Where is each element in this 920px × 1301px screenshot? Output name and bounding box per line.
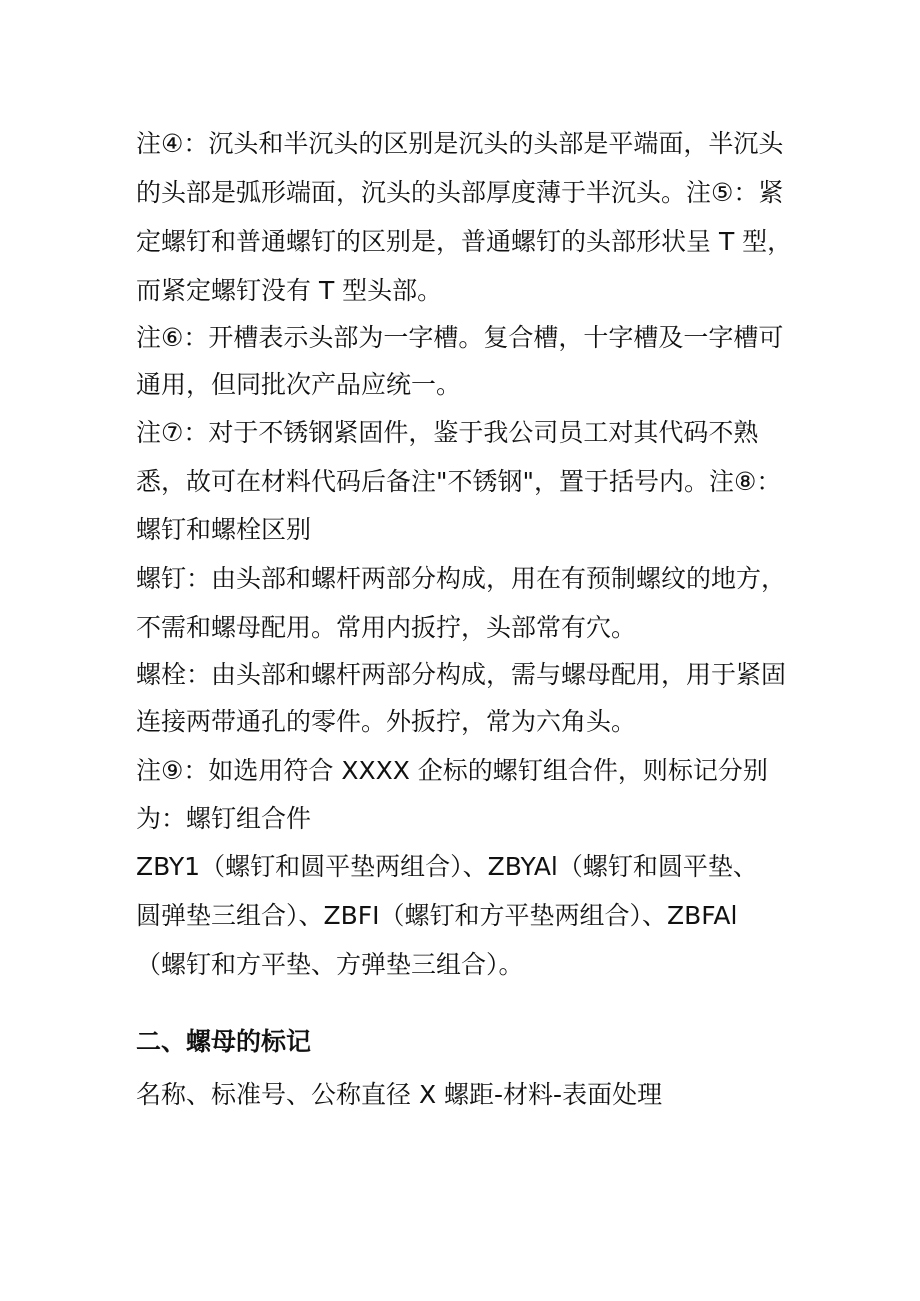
text-line: 不需和螺母配用。常用内扳拧，头部常有穴。	[136, 613, 637, 642]
text-line: 螺钉：由头部和螺杆两部分构成，用在有预制螺纹的地方，	[136, 564, 787, 593]
text-line: ZBY1（螺钉和圆平垫两组合）、ZBYAl（螺钉和圆平垫、	[136, 852, 758, 881]
text-line: 注④：沉头和半沉头的区别是沉头的头部是平端面，半沉头	[136, 129, 784, 158]
text-line: 通用，但同批次产品应统一。	[136, 370, 462, 399]
text-line: 螺钉和螺栓区别	[136, 515, 312, 544]
text-line: 连接两带通孔的零件。外扳拧，常为六角头。	[136, 707, 637, 736]
text-line: 注⑦：对于不锈钢紧固件，鉴于我公司员工对其代码不熟	[136, 418, 759, 447]
text-line: 为：螺钉组合件	[136, 804, 312, 833]
text-line: 螺栓：由头部和螺杆两部分构成，需与螺母配用，用于紧固	[136, 660, 787, 689]
section-heading: 二、螺母的标记	[136, 1027, 312, 1056]
text-line: （螺钉和方平垫、方弹垫三组合）。	[136, 950, 524, 979]
text-line: 注⑥：开槽表示头部为一字槽。复合槽，十字槽及一字槽可	[136, 323, 784, 352]
text-line: 定螺钉和普通螺钉的区别是，普通螺钉的头部形状呈 T 型，	[136, 227, 793, 256]
text-line: 注⑨：如选用符合 XXXX 企标的螺钉组合件，则标记分别	[136, 756, 768, 785]
text-line: 的头部是弧形端面，沉头的头部厚度薄于半沉头。注⑤：紧	[136, 178, 784, 207]
text-line: 名称、标准号、公称直径 X 螺距-材料-表面处理	[136, 1080, 663, 1109]
text-line: 圆弹垫三组合）、ZBFI（螺钉和方平垫两组合）、ZBFAl	[136, 901, 738, 930]
text-line: 悉，故可在材料代码后备注"不锈钢"，置于括号内。注⑧：	[136, 467, 782, 496]
text-line: 而紧定螺钉没有 T 型头部。	[136, 276, 443, 305]
